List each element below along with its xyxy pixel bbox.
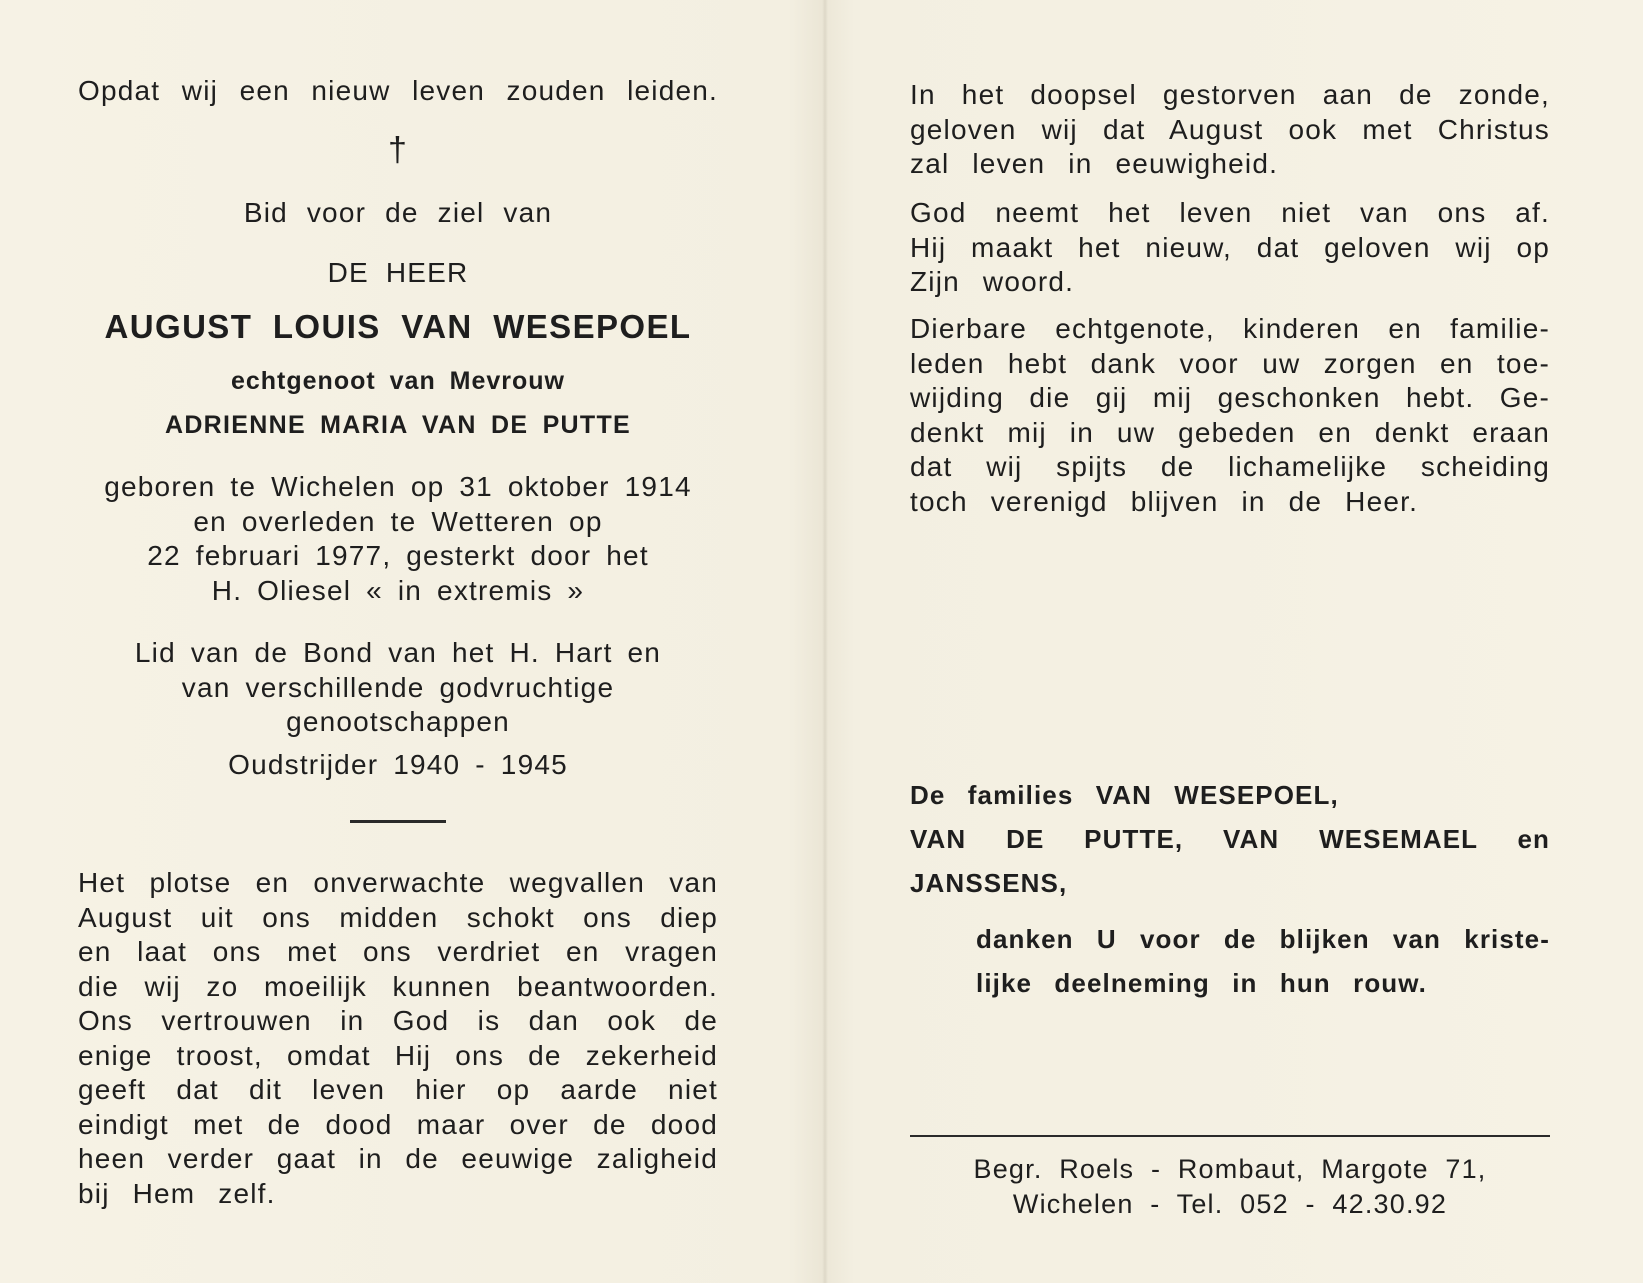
paragraph-line: leden hebt dank voor uw zorgen en toe- [910, 347, 1550, 379]
veteran-line: Oudstrijder 1940 - 1945 [228, 749, 568, 780]
membership-line: genootschappen [286, 706, 510, 737]
thanks-text: danken U voor de blijken van kriste- [976, 924, 1550, 954]
paragraph-line: heen verder gaat in de eeuwige zaligheid [78, 1143, 718, 1174]
family-paragraph [910, 312, 1550, 519]
printer-line: Begr. Roels - Rombaut, Margote 71, [973, 1154, 1487, 1184]
families-text: VAN DE PUTTE, VAN WESEMAEL en [910, 824, 1550, 854]
paragraph-line: bij Hem zelf. [78, 1177, 276, 1209]
families-line [910, 822, 1550, 857]
cross-icon: † [387, 131, 409, 169]
birth-line: en overleden te Wetteren op [193, 505, 603, 537]
condolence-paragraph [78, 866, 718, 1211]
paragraph-line: zal leven in eeuwigheid. [910, 148, 1279, 179]
faith-paragraph [910, 196, 1550, 300]
birth-line: geboren te Wichelen op 31 oktober 1914 [104, 471, 692, 502]
families-line [910, 866, 1550, 901]
left-page [78, 0, 718, 1283]
birth-death-block [78, 470, 718, 608]
membership-block [78, 636, 718, 740]
printer-line: Wichelen - Tel. 052 - 42.30.92 [1012, 1188, 1448, 1219]
right-page [910, 0, 1550, 1283]
paragraph-line: Zijn woord. [910, 266, 1075, 297]
families-text: De families VAN WESEPOEL, [910, 780, 1339, 810]
spouse-name: ADRIENNE MARIA VAN DE PUTTE [164, 411, 632, 439]
thanks-line [976, 922, 1550, 957]
printer-block [910, 1152, 1550, 1221]
paragraph-line: dat wij spijts de lichamelijke scheiding [910, 451, 1550, 482]
intro-line: Opdat wij een nieuw leven zouden leiden. [78, 75, 718, 106]
divider [350, 820, 446, 823]
birth-line: H. Oliesel « in extremis » [211, 574, 585, 606]
families-line [910, 778, 1550, 813]
paragraph-line: geloven wij dat August ook met Christus [910, 113, 1550, 145]
card-fold [822, 0, 828, 1283]
deceased-name: AUGUST LOUIS VAN WESEPOEL [104, 308, 692, 345]
families-text: JANSSENS, [910, 868, 1068, 898]
title-line: DE HEER [327, 257, 469, 288]
paragraph-line: August uit ons midden schokt ons diep [78, 901, 718, 933]
spouse-prefix: echtgenoot van Mevrouw [230, 367, 566, 395]
paragraph-line: enige troost, omdat Hij ons de zekerheid [78, 1039, 718, 1071]
paragraph-line: die wij zo moeilijk kunnen beantwoorden. [78, 970, 718, 1002]
paragraph-line: wijding die gij mij geschonken hebt. Ge- [910, 382, 1550, 413]
paragraph-line: Het plotse en onverwachte wegvallen van [78, 867, 718, 898]
printer-divider [910, 1135, 1550, 1137]
baptism-paragraph [910, 78, 1550, 182]
membership-line: Lid van de Bond van het H. Hart en [134, 637, 662, 668]
paragraph-line: Hij maakt het nieuw, dat geloven wij op [910, 231, 1550, 263]
paragraph-line: eindigt met de dood maar over de dood [78, 1108, 718, 1140]
thanks-text: lijke deelneming in hun rouw. [976, 968, 1427, 998]
paragraph-line: Dierbare echtgenote, kinderen en familie- [910, 313, 1550, 344]
paragraph-line: Ons vertrouwen in God is dan ook de [78, 1005, 718, 1036]
paragraph-line: denkt mij in uw gebeden en denkt eraan [910, 416, 1550, 448]
thanks-line [976, 966, 1550, 1001]
paragraph-line: geeft dat dit leven hier op aarde niet [78, 1074, 718, 1105]
prayer-line: Bid voor de ziel van [243, 197, 553, 228]
membership-line: van verschillende godvruchtige [181, 671, 615, 703]
paragraph-line: toch verenigd blijven in de Heer. [910, 485, 1419, 517]
paragraph-line: God neemt het leven niet van ons af. [910, 197, 1550, 228]
paragraph-line: In het doopsel gestorven aan de zonde, [910, 79, 1550, 110]
birth-line: 22 februari 1977, gesterkt door het [147, 540, 649, 571]
paragraph-line: en laat ons met ons verdriet en vragen [78, 936, 718, 967]
